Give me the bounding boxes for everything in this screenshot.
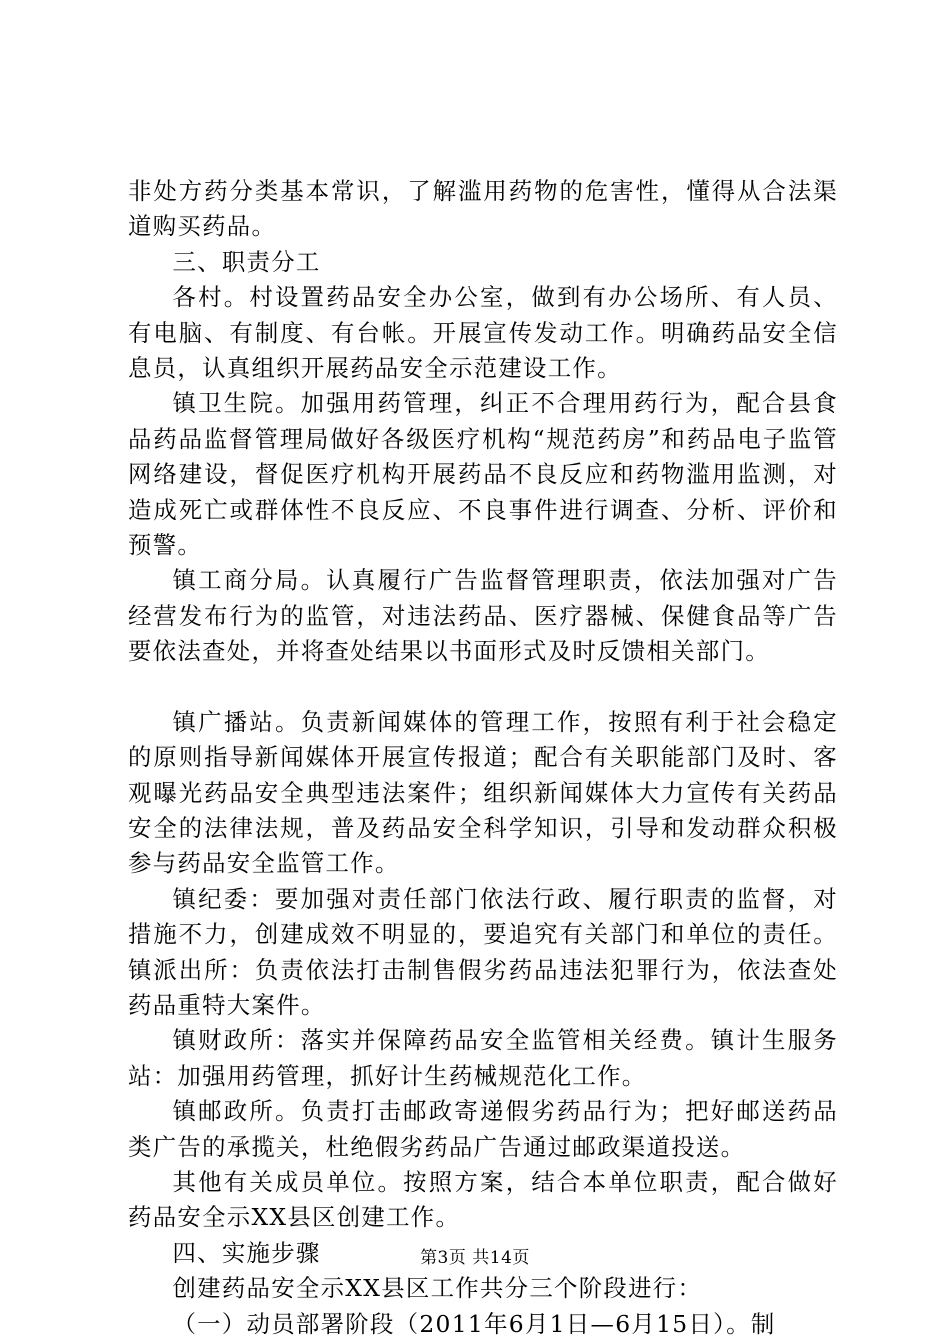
paragraph-discipline-police: 镇纪委：要加强对责任部门依法行政、履行职责的监督，对措施不力，创建成效不明显的，要追究有关部门和单位的责任。镇派出所：负责依法打击制售假劣药品违法犯罪行为，依法查处药品重特大案件。 (128, 884, 838, 1019)
paragraph-health-center: 镇卫生院。加强用药管理，纠正不合理用药行为，配合县食品药品监督管理局做好各级医疗机构“规范药房”和药品电子监管网络建设，督促医疗机构开展药品不良反应和药物滥用监测，对造成死亡或群体性不良反应、不良事件进行调查、分析、评价和预警。 (128, 389, 838, 560)
paragraph-villages: 各村。村设置药品安全办公室，做到有办公场所、有人员、有电脑、有制度、有台帐。开展宣传发动工作。明确药品安全信息员，认真组织开展药品安全示范建设工作。 (128, 283, 838, 383)
paragraph-post-office: 镇邮政所。负责打击邮政寄递假劣药品行为；把好邮送药品类广告的承揽关，杜绝假劣药品广告通过邮政渠道投送。 (128, 1097, 838, 1161)
document-body (128, 174, 838, 1342)
section-heading-duties: 三、职责分工 (172, 247, 321, 276)
paragraph-continued: 非处方药分类基本常识，了解滥用药物的危害性，懂得从合法渠道购买药品。 (128, 177, 838, 241)
paragraph-stage-one: （一）动员部署阶段（2011年6月1日—6月15日）。制 (172, 1309, 776, 1338)
paragraph-steps-intro: 创建药品安全示XX县区工作共分三个阶段进行： (172, 1274, 703, 1303)
page-footer: 第3页 共14页 (420, 1248, 530, 1268)
section-heading-steps: 四、实施步骤 (172, 1238, 321, 1267)
paragraph-broadcast-station: 镇广播站。负责新闻媒体的管理工作，按照有利于社会稳定的原则指导新闻媒体开展宣传报道；配合有关职能部门及时、客观曝光药品安全典型违法案件；组织新闻媒体大力宣传有关药品安全的法律法规，普及药品安全科学知识，引导和发动群众积极参与药品安全监管工作。 (128, 707, 838, 878)
paragraph-other-units: 其他有关成员单位。按照方案，结合本单位职责，配合做好药品安全示XX县区创建工作。 (128, 1167, 838, 1232)
paragraph-finance-family-planning: 镇财政所：落实并保障药品安全监管相关经费。镇计生服务站：加强用药管理，抓好计生药械规范化工作。 (128, 1026, 838, 1090)
paragraph-commerce-bureau: 镇工商分局。认真履行广告监督管理职责，依法加强对广告经营发布行为的监管，对违法药品、医疗器械、保健食品等广告要依法查处，并将查处结果以书面形式及时反馈相关部门。 (128, 566, 838, 666)
